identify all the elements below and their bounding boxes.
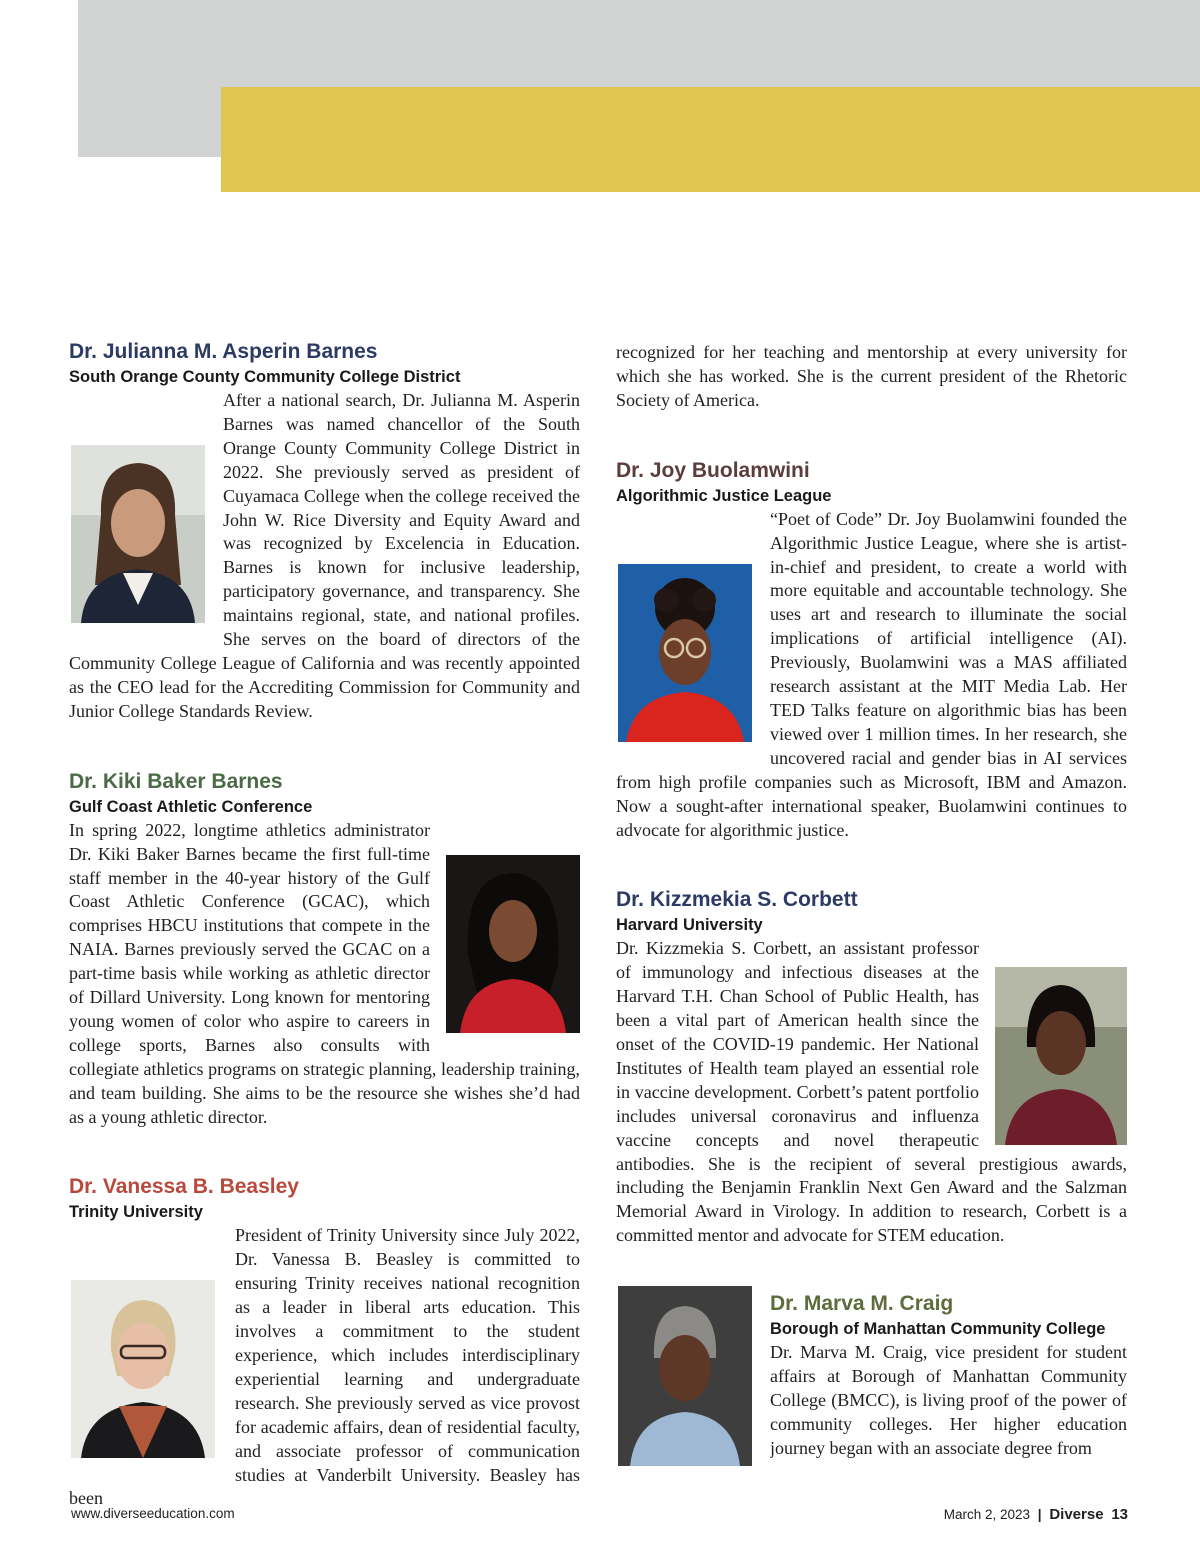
footer-page-info bbox=[944, 1506, 1128, 1523]
profile-bio: After a national search, Dr. Julianna M. Asperin Barnes was named chancellor of the South Orange County Community College District in 2022. She previously served as president of Cuyamaca College when the college received the John W. Rice Diversity and Equity Award and was recognized by Excelencia in Education. Barnes is known for inclusive leadership, participatory governance, and transparency. She maintains regional, state, and national profiles. She serves on the board of directors of the Community College League of California and was recently appointed as the CEO lead for the Accrediting Commission for Community and Junior College Standards Review. bbox=[69, 390, 580, 721]
profile-name: Dr. Kizzmekia S. Corbett bbox=[616, 888, 858, 912]
footer-date: March 2, 2023 bbox=[943, 1507, 1031, 1522]
profile-julianna-barnes bbox=[69, 338, 580, 724]
profile-organization: Harvard University bbox=[616, 916, 763, 935]
profile-name: Dr. Kiki Baker Barnes bbox=[69, 769, 283, 793]
profile-kiki-barnes bbox=[69, 768, 580, 1130]
portrait-photo-marva-craig bbox=[618, 1286, 752, 1466]
profile-bio-continued: recognized for her teaching and mentorship at every university for which she has worked. She is the current president of the Rhetoric Society of America. bbox=[616, 342, 1127, 410]
profile-bio: President of Trinity University since July 2022, Dr. Vanessa B. Beasley is committed to ensuring Trinity receives national recognition as a leader in liberal arts education. This involves a commitment to the student experience, which includes interdisciplinary experiential learning and undergraduate research. She previously served as vice provost for academic affairs, dean of residential faculty, and associate professor of communication studies at Vanderbilt University. Beasley has been bbox=[69, 1225, 580, 1509]
profile-organization: Trinity University bbox=[69, 1203, 203, 1222]
footer-website: www.diverseeducation.com bbox=[71, 1506, 235, 1521]
profile-bio: Dr. Marva M. Craig, vice president for student affairs at Borough of Manhattan Community College (BMCC), is living proof of the power of community colleges. Her higher education journey began with an associate degree from bbox=[770, 1342, 1127, 1458]
profile-organization: Algorithmic Justice League bbox=[616, 486, 832, 505]
profile-name: Dr. Vanessa B. Beasley bbox=[69, 1175, 299, 1199]
profile-marva-craig bbox=[616, 1286, 1127, 1461]
profile-organization: Borough of Manhattan Community College bbox=[770, 1320, 1106, 1339]
header-band-gold bbox=[221, 87, 1200, 192]
profile-bio: In spring 2022, longtime athletics administrator Dr. Kiki Baker Barnes became the first full-time staff member in the 40-year history of the Gulf Coast Athletic Conference (GCAC), which comprises HBCU institutions that compete in the NAIA. Barnes previously served the GCAC on a part-time basis while working as athletic director of Dillard University. Long known for mentoring young women of color who aspire to careers in college sports, Barnes also consults with collegiate athletics programs on strategic planning, leadership training, and team building. She aims to be the resource she wishes she’d had as a young athletic director. bbox=[69, 819, 580, 1127]
portrait-photo-vanessa-beasley bbox=[71, 1280, 215, 1458]
right-column bbox=[616, 338, 1127, 1466]
footer-page-number: 13 bbox=[1111, 1506, 1128, 1523]
profile-vanessa-beasley-continued bbox=[616, 341, 1127, 413]
portrait-photo-joy-buolamwini bbox=[618, 564, 752, 742]
profile-vanessa-beasley bbox=[69, 1173, 580, 1511]
left-column bbox=[69, 338, 580, 1511]
profile-organization: Gulf Coast Athletic Conference bbox=[69, 797, 313, 816]
portrait-photo-kiki-barnes bbox=[446, 855, 580, 1033]
profile-bio: “Poet of Code” Dr. Joy Buolamwini founded the Algorithmic Justice League, where she is artist-in-chief and president, to create a world with more equitable and accountable technology. She uses art and research to illuminate the social implications of artificial intelligence (AI). Previously, Buolamwini was a MAS affiliated research assistant at the MIT Media Lab. Her TED Talks feature on algorithmic bias has been viewed over 1 million times. In her research, she uncovered racial and gender bias in AI services from high profile companies such as Microsoft, IBM and Amazon. Now a sought-after international speaker, Buolamwini continues to advocate for algorithmic justice. bbox=[616, 508, 1127, 840]
footer-brand: Diverse bbox=[1049, 1506, 1104, 1523]
profile-kizzmekia-corbett bbox=[616, 886, 1127, 1248]
profile-name: Dr. Joy Buolamwini bbox=[616, 458, 810, 482]
portrait-photo-kizzmekia-corbett bbox=[995, 967, 1127, 1145]
footer-separator: | bbox=[1037, 1507, 1042, 1522]
profile-name: Dr. Marva M. Craig bbox=[770, 1292, 954, 1316]
profile-name: Dr. Julianna M. Asperin Barnes bbox=[69, 340, 378, 363]
profile-organization: South Orange County Community College District bbox=[69, 368, 461, 386]
profile-bio: Dr. Kizzmekia S. Corbett, an assistant professor of immunology and infectious diseases at the Harvard T.H. Chan School of Public Health, has been a vital part of American health since the onset of the COVID-19 pandemic. Her National Institutes of Health team played an essential role in vaccine development. Corbett’s patent portfolio includes universal coronavirus and influenza vaccine concepts and novel therapeutic antibodies. She is the recipient of several prestigious awards, including the Benjamin Franklin Next Gen Award and the Salzman Memorial Award in Virology. In addition to research, Corbett is a committed mentor and advocate for STEM education. bbox=[616, 938, 1127, 1246]
portrait-photo-julianna-barnes bbox=[71, 445, 205, 623]
profile-joy-buolamwini bbox=[616, 457, 1127, 843]
